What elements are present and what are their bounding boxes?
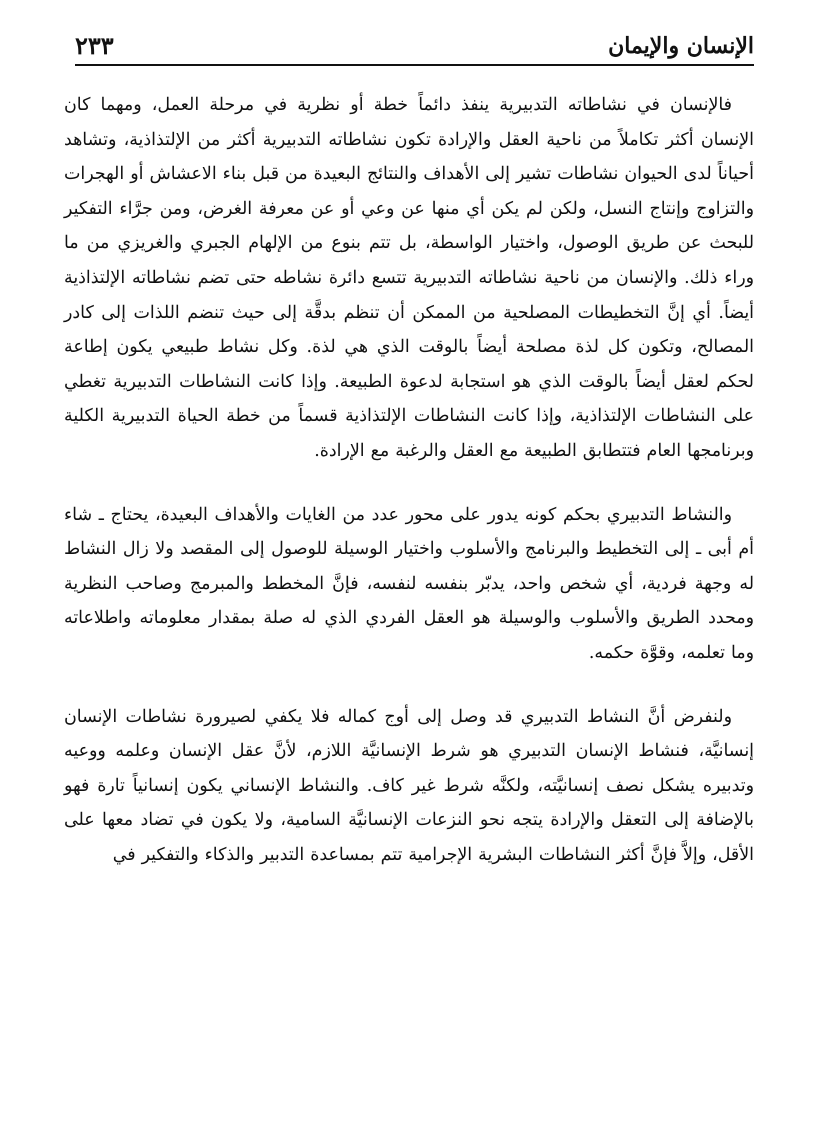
- page-header: [75, 30, 754, 66]
- body-text: [64, 88, 754, 872]
- page-number: ٢٣٣: [75, 31, 114, 60]
- paragraph-1: فالإنسان في نشاطاته التدبيرية ينفذ دائماً خطة أو نظرية في مرحلة العمل، ومهما كان الإنسان أكثر تكاملاً من ناحية العقل والإرادة تكون نشاطاته التدبيرية أكثر من الإلتذاذية، وتشاهد أحياناً لدى الحيوان نشاطات تشير إلى الأهداف والنتائج البعيدة من قبل بناء الاعشاش أو الهجرات والتزاوج وإنتاج النسل، ولكن لم يكن أي منها عن وعي أو عن معرفة الغرض، ومن جرَّاء التفكير للبحث عن طريق الوصول، واختيار الواسطة، بل تتم بنوع من الإلهام الجبري والغريزي من ما وراء ذلك. والإنسان من ناحية نشاطاته التدبيرية تتسع دائرة نشاطه حتى تضم نشاطاته الإلتذاذية أيضاً. أي إنَّ التخطيطات المصلحية من الممكن أن تنظم بدقَّة إلى حيث تنضم اللذات إلى كادر المصالح، وتكون كل لذة مصلحة أيضاً بالوقت الذي هي لذة. وكل نشاط طبيعي يكون إطاعة لحكم لعقل أيضاً بالوقت الذي هو استجابة لدعوة الطبيعة. وإذا كانت النشاطات التدبيرية تغطي على النشاطات الإلتذاذية، وإذا كانت النشاطات الإلتذاذية قسماً من خطة الحياة التدبيرية الكلية وبرنامجها العام فتتطابق الطبيعة مع العقل والرغبة مع الإرادة.: [64, 95, 754, 461]
- header-divider: [75, 64, 754, 66]
- running-title: الإنسان والإيمان: [608, 33, 754, 59]
- paragraph-3: ولنفرض أنَّ النشاط التدبيري قد وصل إلى أوج كماله فلا يكفي لصيرورة نشاطات الإنسان إنسانيَّة، فنشاط الإنسان التدبيري هو شرط الإنسانيَّة اللازم، لأنَّ عقل الإنسان وعلمه ووعيه وتدبيره يشكل نصف إنسانيَّته، ولكنَّه شرط غير كاف. والنشاط الإنساني يكون إنسانياً تارة فهو بالإضافة إلى التعقل والإرادة يتجه نحو النزعات الإنسانيَّة السامية، ولا يكون في تضاد معها على الأقل، وإلاَّ فإنَّ أكثر النشاطات البشرية الإجرامية تتم بمساعدة التدبير والذكاء والتفكير في: [64, 706, 754, 865]
- paragraph-2: والنشاط التدبيري بحكم كونه يدور على محور عدد من الغايات والأهداف البعيدة، يحتاج ـ شاء أم أبى ـ إلى التخطيط والبرنامج والأسلوب واختيار الوسيلة للوصول إلى المقصد ولا زال النشاط له وجهة فردية، أي شخص واحد، يدبّر بنفسه لنفسه، فإنَّ المخطط والمبرمج وصاحب النظرية ومحدد الطريق والأسلوب والوسيلة هو العقل الفردي الذي له صلة بمقدار معلوماته واطلاعاته وما تعلمه، وقوَّة حكمه.: [64, 504, 754, 663]
